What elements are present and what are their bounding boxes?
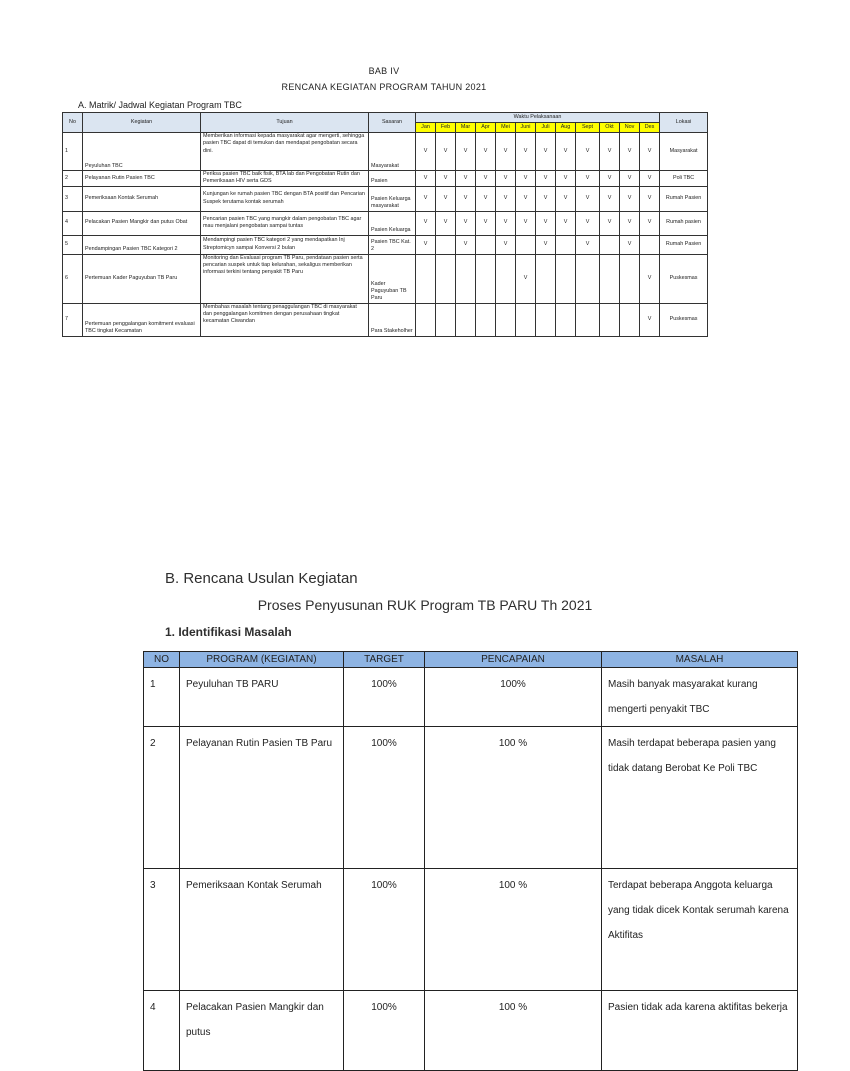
schedule-cell: V: [620, 133, 640, 171]
table-row: [144, 727, 798, 869]
row-no: 3: [63, 186, 83, 211]
schedule-cell: V: [640, 211, 660, 235]
row-program: Pelayanan Rutin Pasien TB Paru: [180, 727, 344, 869]
row-sasaran: Para Stakeholher: [369, 303, 416, 336]
row-program: Pelacakan Pasien Mangkir dan putus: [180, 991, 344, 1071]
schedule-cell: V: [516, 254, 536, 303]
row-tujuan: Membahas masalah tentang penaggulangan TBC di masyarakat dan penggalangan komitmen dengan perusahaan tingkat kecamatan Ciwandan: [201, 303, 369, 336]
row-no: 4: [144, 991, 180, 1071]
schedule-cell: V: [536, 171, 556, 187]
row-lokasi: Rumah Pasien: [660, 186, 708, 211]
col-lokasi: Lokasi: [660, 113, 708, 133]
row-pencapaian: 100%: [425, 668, 602, 727]
month-header: Aug: [556, 123, 576, 133]
schedule-cell: V: [416, 171, 436, 187]
schedule-cell: V: [556, 211, 576, 235]
schedule-cell: V: [576, 235, 600, 254]
schedule-cell: V: [496, 186, 516, 211]
process-title: Proses Penyusunan RUK Program TB PARU Th 2021: [257, 597, 593, 613]
month-header: Okt: [600, 123, 620, 133]
row-program: Peyuluhan TB PARU: [180, 668, 344, 727]
schedule-cell: [436, 235, 456, 254]
row-tujuan: Kunjungan ke rumah pasien TBC dengan BTA positif dan Pencarian Suspek terutama kontak serumah: [201, 186, 369, 211]
row-lokasi: Rumah Pasien: [660, 235, 708, 254]
problem-identification-table: [143, 651, 798, 1071]
section-b-title: B. Rencana Usulan Kegiatan: [165, 570, 358, 587]
col-tujuan: Tujuan: [201, 113, 369, 133]
row-target: 100%: [344, 668, 425, 727]
schedule-cell: V: [456, 171, 476, 187]
row-kegiatan: Pelayanan Rutin Pasien TBC: [83, 171, 201, 187]
schedule-cell: [416, 303, 436, 336]
schedule-cell: V: [620, 171, 640, 187]
schedule-cell: [640, 235, 660, 254]
schedule-cell: [496, 303, 516, 336]
row-kegiatan: Peyuluhan TBC: [83, 133, 201, 171]
schedule-cell: [600, 303, 620, 336]
row-sasaran: Pasien Keluarga: [369, 211, 416, 235]
schedule-cell: [456, 254, 476, 303]
schedule-cell: [600, 254, 620, 303]
row-no: 3: [144, 869, 180, 991]
schedule-cell: [516, 235, 536, 254]
row-pencapaian: 100 %: [425, 991, 602, 1071]
table-row: [63, 254, 708, 303]
month-header: Mar: [456, 123, 476, 133]
schedule-cell: [600, 235, 620, 254]
schedule-cell: V: [476, 211, 496, 235]
schedule-cell: V: [436, 171, 456, 187]
row-sasaran: Pasien TBC Kat. 2: [369, 235, 416, 254]
row-tujuan: Periksa pasien TBC baik fisik, BTA lab dan Pengobatan Rutin dan Pemeriksaan HIV serta GDS: [201, 171, 369, 187]
schedule-cell: V: [416, 211, 436, 235]
col-pencapaian: PENCAPAIAN: [425, 652, 602, 668]
table-row: [144, 991, 798, 1071]
schedule-cell: V: [516, 133, 536, 171]
schedule-cell: [456, 303, 476, 336]
row-masalah: Masih terdapat beberapa pasien yang tidak datang Berobat Ke Poli TBC: [602, 727, 798, 869]
row-masalah: Pasien tidak ada karena aktifitas bekerja: [602, 991, 798, 1071]
row-sasaran: Kader Paguyuban TB Paru: [369, 254, 416, 303]
schedule-cell: [536, 303, 556, 336]
schedule-cell: V: [620, 186, 640, 211]
subsection-title: 1. Identifikasi Masalah: [165, 625, 292, 639]
schedule-cell: V: [476, 186, 496, 211]
schedule-cell: V: [496, 133, 516, 171]
schedule-cell: V: [600, 211, 620, 235]
schedule-cell: V: [600, 171, 620, 187]
col-masalah: MASALAH: [602, 652, 798, 668]
schedule-cell: [556, 303, 576, 336]
schedule-cell: V: [536, 186, 556, 211]
schedule-cell: [620, 254, 640, 303]
schedule-cell: [556, 235, 576, 254]
row-kegiatan: Pemeriksaan Kontak Serumah: [83, 186, 201, 211]
row-program: Pemeriksaan Kontak Serumah: [180, 869, 344, 991]
col-target: TARGET: [344, 652, 425, 668]
schedule-cell: V: [620, 235, 640, 254]
row-lokasi: Poli TBC: [660, 171, 708, 187]
schedule-cell: [416, 254, 436, 303]
row-tujuan: Monitoring dan Evaluasi program TB Paru, pendataan pasien serta pencarian suspek untuk tiap kelurahan, sekaligus memberikan informasi terkini tentang penyakit TB Paru: [201, 254, 369, 303]
schedule-cell: V: [600, 133, 620, 171]
schedule-cell: V: [536, 235, 556, 254]
row-sasaran: Pasien Keluarga masyarakat: [369, 186, 416, 211]
row-target: 100%: [344, 727, 425, 869]
schedule-cell: [536, 254, 556, 303]
schedule-cell: V: [600, 186, 620, 211]
schedule-cell: [516, 303, 536, 336]
schedule-cell: V: [476, 171, 496, 187]
schedule-cell: [620, 303, 640, 336]
document-title: RENCANA KEGIATAN PROGRAM TAHUN 2021: [281, 82, 487, 92]
schedule-cell: V: [456, 211, 476, 235]
col-kegiatan: Kegiatan: [83, 113, 201, 133]
col-waktu: Waktu Pelaksanaan: [416, 113, 660, 123]
row-lokasi: Puskesmas: [660, 254, 708, 303]
row-no: 6: [63, 254, 83, 303]
row-sasaran: Masyarakat: [369, 133, 416, 171]
month-header: Mei: [496, 123, 516, 133]
row-kegiatan: Pertemuan Kader Paguyuban TB Paru: [83, 254, 201, 303]
schedule-cell: V: [576, 133, 600, 171]
row-no: 4: [63, 211, 83, 235]
row-tujuan: Pencarian pasien TBC yang mangkir dalam pengobatan TBC agar mau menjalani pengobatan sampai tuntas: [201, 211, 369, 235]
row-lokasi: Puskesmas: [660, 303, 708, 336]
schedule-cell: V: [640, 171, 660, 187]
month-header: Apr: [476, 123, 496, 133]
schedule-cell: [436, 254, 456, 303]
schedule-cell: V: [556, 186, 576, 211]
schedule-cell: V: [436, 133, 456, 171]
schedule-cell: V: [436, 186, 456, 211]
col-no: No: [63, 113, 83, 133]
schedule-matrix-table: [62, 112, 708, 337]
schedule-cell: V: [516, 186, 536, 211]
row-no: 7: [63, 303, 83, 336]
col-no: NO: [144, 652, 180, 668]
row-lokasi: Rumah pasien: [660, 211, 708, 235]
row-masalah: Terdapat beberapa Anggota keluarga yang tidak dicek Kontak serumah karena Aktifitas: [602, 869, 798, 991]
month-header: Juni: [516, 123, 536, 133]
row-tujuan: Mendampingi pasien TBC kategori 2 yang mendapatkan Inj Streptomicyn sampai Konversi 2 bulan: [201, 235, 369, 254]
row-pencapaian: 100 %: [425, 727, 602, 869]
schedule-cell: V: [556, 133, 576, 171]
schedule-cell: [556, 254, 576, 303]
section-a-title: A. Matrik/ Jadwal Kegiatan Program TBC: [78, 100, 242, 110]
row-pencapaian: 100 %: [425, 869, 602, 991]
table-row: [144, 869, 798, 991]
month-header: Jan: [416, 123, 436, 133]
schedule-cell: V: [576, 186, 600, 211]
row-kegiatan: Pertemuan penggalangan komitment evaluasi TBC tingkat Kecamatan: [83, 303, 201, 336]
month-header: Sept: [576, 123, 600, 133]
row-target: 100%: [344, 991, 425, 1071]
col-sasaran: Sasaran: [369, 113, 416, 133]
table-row: [63, 133, 708, 171]
schedule-cell: [496, 254, 516, 303]
schedule-cell: [576, 303, 600, 336]
row-tujuan: Memberikan informasi kepada masyarakat agar mengerti, sehingga pasien TBC dapat di temukan dan mendapat pengobatan secara dini.: [201, 133, 369, 171]
row-sasaran: Pasien: [369, 171, 416, 187]
schedule-cell: V: [640, 254, 660, 303]
schedule-cell: [476, 303, 496, 336]
schedule-cell: V: [640, 186, 660, 211]
row-no: 2: [63, 171, 83, 187]
schedule-cell: V: [456, 186, 476, 211]
table-row: [144, 668, 798, 727]
schedule-cell: [576, 254, 600, 303]
schedule-cell: V: [496, 211, 516, 235]
row-no: 1: [63, 133, 83, 171]
schedule-cell: V: [620, 211, 640, 235]
schedule-cell: [476, 254, 496, 303]
table-row: [63, 211, 708, 235]
schedule-cell: V: [536, 211, 556, 235]
schedule-cell: [476, 235, 496, 254]
schedule-cell: V: [536, 133, 556, 171]
schedule-cell: V: [456, 235, 476, 254]
row-lokasi: Masyarakat: [660, 133, 708, 171]
schedule-cell: V: [516, 211, 536, 235]
schedule-cell: V: [416, 235, 436, 254]
schedule-cell: V: [496, 235, 516, 254]
schedule-cell: V: [496, 171, 516, 187]
table-row: [63, 303, 708, 336]
schedule-cell: V: [640, 303, 660, 336]
row-kegiatan: Pendampingan Pasien TBC Kategori 2: [83, 235, 201, 254]
row-no: 1: [144, 668, 180, 727]
row-masalah: Masih banyak masyarakat kurang mengerti penyakit TBC: [602, 668, 798, 727]
month-header: Nov: [620, 123, 640, 133]
schedule-cell: V: [640, 133, 660, 171]
month-header: Feb: [436, 123, 456, 133]
schedule-cell: V: [516, 171, 536, 187]
schedule-cell: V: [436, 211, 456, 235]
schedule-cell: V: [556, 171, 576, 187]
schedule-cell: V: [456, 133, 476, 171]
month-header: Des: [640, 123, 660, 133]
schedule-cell: V: [476, 133, 496, 171]
schedule-cell: V: [576, 211, 600, 235]
col-program: PROGRAM (KEGIATAN): [180, 652, 344, 668]
month-header: Juli: [536, 123, 556, 133]
table-row: [63, 235, 708, 254]
row-no: 2: [144, 727, 180, 869]
row-no: 5: [63, 235, 83, 254]
table-row: [63, 186, 708, 211]
table-row: [63, 171, 708, 187]
row-target: 100%: [344, 869, 425, 991]
schedule-cell: V: [576, 171, 600, 187]
schedule-cell: [436, 303, 456, 336]
schedule-cell: V: [416, 133, 436, 171]
schedule-cell: V: [416, 186, 436, 211]
row-kegiatan: Pelacakan Pasien Mangkir dan putus Obat: [83, 211, 201, 235]
chapter-label: BAB IV: [368, 66, 400, 76]
